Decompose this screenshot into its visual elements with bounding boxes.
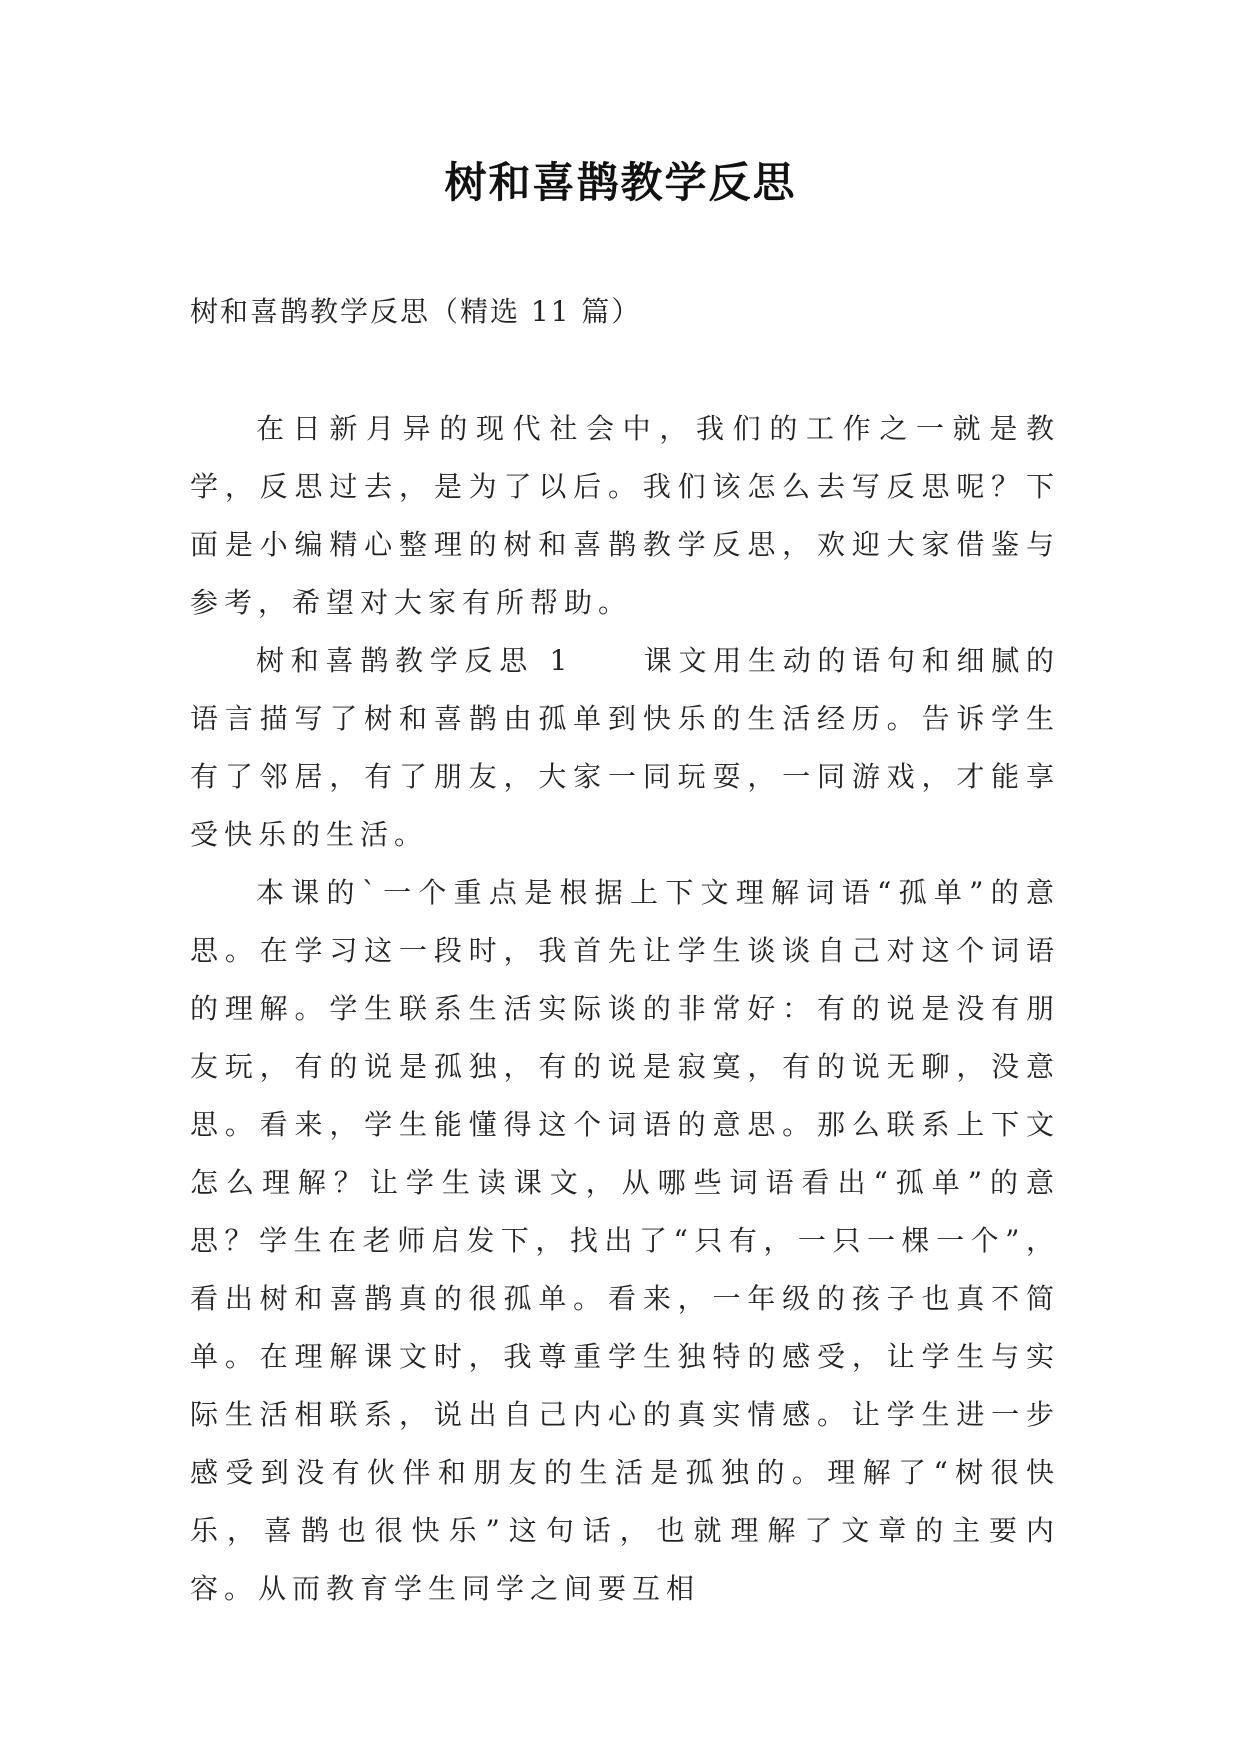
page-title: 树和喜鹊教学反思 [444,158,797,207]
paragraph-intro: 在日新月异的现代社会中，我们的工作之一就是教学，反思过去，是为了以后。我们该怎么去写反思呢？下面是小编精心整理的树和喜鹊教学反思，欢迎大家借鉴与参考，希望对大家有所帮助。 [190,412,1060,619]
document-body [190,400,1060,1618]
paragraph-key-point: 本课的`一个重点是根据上下文理解词语“孤单”的意思。在学习这一段时，我首先让学生谈谈自己对这个词语的理解。学生联系生活实际谈的非常好：有的说是没有朋友玩，有的说是孤独，有的说是寂寞，有的说无聊，没意思。看来，学生能懂得这个词语的意思。那么联系上下文怎么理解？让学生读课文，从哪些词语看出“孤单”的意思？学生在老师启发下，找出了“只有，一只一棵一个”，看出树和喜鹊真的很孤单。看来，一年级的孩子也真不简单。在理解课文时，我尊重学生独特的感受，让学生与实际生活相联系，说出自己内心的真实情感。让学生进一步感受到没有伙伴和朋友的生活是孤独的。理解了“树很快乐，喜鹊也很快乐”这句话，也就理解了文章的主要内容。从而教育学生同学之间要互相 [190,876,1060,1605]
paragraph-reflection-1: 树和喜鹊教学反思 1 课文用生动的语句和细腻的语言描写了树和喜鹊由孤单到快乐的生活经历。告诉学生有了邻居，有了朋友，大家一同玩耍，一同游戏，才能享受快乐的生活。 [190,644,1060,851]
document-subtitle: 树和喜鹊教学反思（精选 11 篇） [190,295,642,328]
